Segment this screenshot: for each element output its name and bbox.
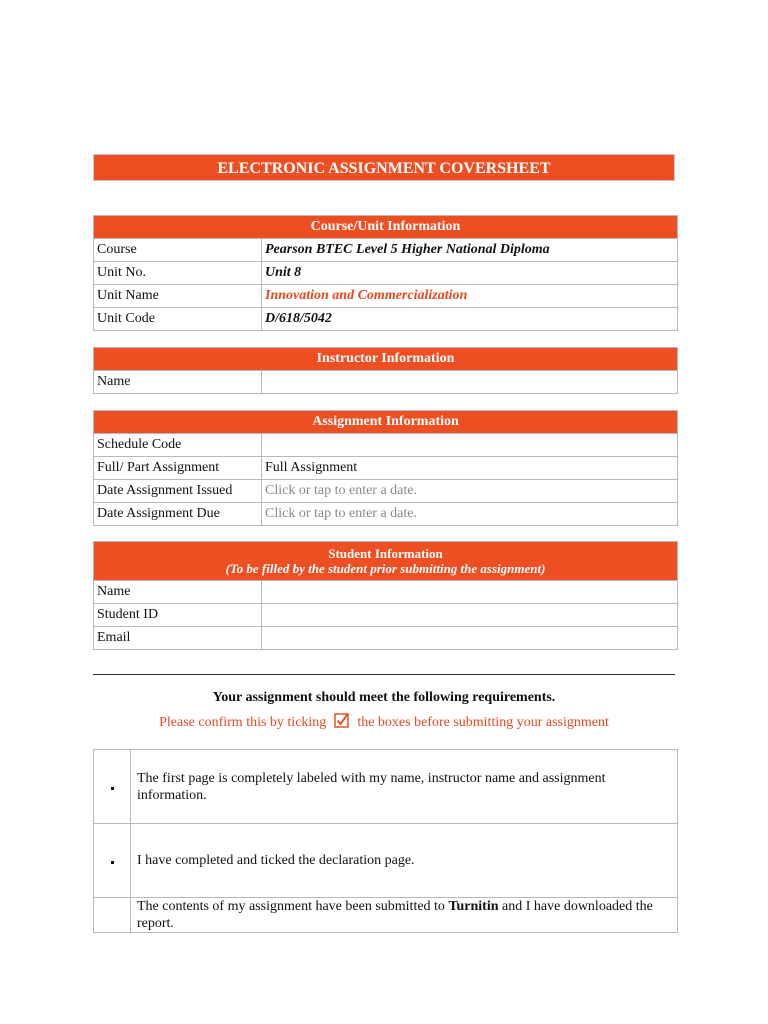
date-issued-picker[interactable]: Click or tap to enter a date. <box>262 480 678 503</box>
student-table <box>93 541 678 650</box>
table-row <box>94 457 678 480</box>
unit-no-value[interactable]: Unit 8 <box>262 262 678 285</box>
checklist-text <box>131 898 678 933</box>
assignment-type-field[interactable]: Full Assignment <box>262 457 678 480</box>
student-header-title: Student Information <box>328 546 443 561</box>
schedule-code-label: Schedule Code <box>94 434 262 457</box>
table-row <box>94 581 678 604</box>
requirements-note-before: Please confirm this by ticking <box>159 715 327 730</box>
checklist-checkbox[interactable] <box>94 898 131 933</box>
checklist-checkbox[interactable] <box>94 750 131 824</box>
date-due-label: Date Assignment Due <box>94 503 262 526</box>
section-divider <box>93 674 675 675</box>
checklist-row <box>94 898 678 933</box>
checklist-text: I have completed and ticked the declaration page. <box>131 824 678 898</box>
checklist-row <box>94 750 678 824</box>
instructor-header: Instructor Information <box>94 348 678 371</box>
student-id-label: Student ID <box>94 604 262 627</box>
assignment-header: Assignment Information <box>94 411 678 434</box>
checklist-text: The first page is completely labeled with my name, instructor name and assignment information. <box>131 750 678 824</box>
table-row <box>94 239 678 262</box>
table-row <box>94 371 678 394</box>
schedule-code-field[interactable] <box>262 434 678 457</box>
student-email-label: Email <box>94 627 262 650</box>
assignment-table <box>93 410 678 526</box>
course-unit-header: Course/Unit Information <box>94 216 678 239</box>
student-name-label: Name <box>94 581 262 604</box>
course-unit-table <box>93 215 678 331</box>
table-row <box>94 285 678 308</box>
student-id-field[interactable] <box>262 604 678 627</box>
date-due-picker[interactable]: Click or tap to enter a date. <box>262 503 678 526</box>
table-row <box>94 308 678 331</box>
checklist-checkbox[interactable] <box>94 824 131 898</box>
requirements-note-after: the boxes before submitting your assignment <box>357 715 609 730</box>
assignment-type-label: Full/ Part Assignment <box>94 457 262 480</box>
student-name-field[interactable] <box>262 581 678 604</box>
bullet-icon <box>111 787 114 790</box>
table-row <box>94 480 678 503</box>
checked-box-icon <box>334 712 350 728</box>
table-row <box>94 503 678 526</box>
course-label: Course <box>94 239 262 262</box>
checklist-row <box>94 824 678 898</box>
coversheet-title: ELECTRONIC ASSIGNMENT COVERSHEET <box>93 154 675 181</box>
checklist-text-before: The contents of my assignment have been submitted to <box>137 899 445 914</box>
instructor-name-label: Name <box>94 371 262 394</box>
checklist-text-after: and I have downloaded the report. <box>137 899 653 931</box>
requirements-title: Your assignment should meet the following requirements. <box>212 690 556 705</box>
unit-name-value[interactable]: Innovation and Commercialization <box>262 285 678 308</box>
requirements-note <box>93 712 675 731</box>
date-issued-label: Date Assignment Issued <box>94 480 262 503</box>
unit-no-label: Unit No. <box>94 262 262 285</box>
unit-code-value[interactable]: D/618/5042 <box>262 308 678 331</box>
unit-code-label: Unit Code <box>94 308 262 331</box>
instructor-name-field[interactable] <box>262 371 678 394</box>
table-row <box>94 627 678 650</box>
bullet-icon <box>111 861 114 864</box>
student-header-subtitle: (To be filled by the student prior submitting the assignment) <box>225 561 546 576</box>
table-row <box>94 262 678 285</box>
unit-name-label: Unit Name <box>94 285 262 308</box>
course-value[interactable]: Pearson BTEC Level 5 Higher National Diploma <box>262 239 678 262</box>
table-row <box>94 434 678 457</box>
table-row <box>94 604 678 627</box>
turnitin-label: Turnitin <box>448 899 499 914</box>
student-email-field[interactable] <box>262 627 678 650</box>
instructor-table <box>93 347 678 394</box>
requirements-checklist <box>93 749 678 933</box>
student-header <box>94 542 678 581</box>
